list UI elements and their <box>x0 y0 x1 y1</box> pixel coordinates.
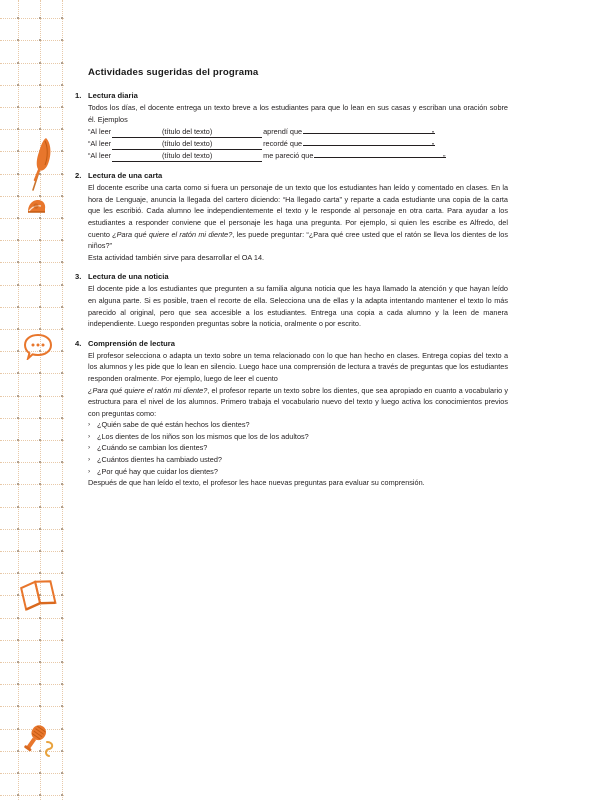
activity-heading-3 <box>75 272 508 282</box>
spacer <box>88 263 508 272</box>
grid-line-horizontal <box>0 418 64 419</box>
list-item <box>88 431 508 443</box>
fill-in-blank-title: (título del texto) <box>112 150 262 162</box>
grid-dot <box>17 661 19 663</box>
grid-dot <box>61 84 63 86</box>
grid-dot <box>61 417 63 419</box>
activity-number-1: 1. <box>75 91 82 100</box>
activity-body-2-note: Esta actividad también sirve para desarrollar el OA 14. <box>88 252 265 262</box>
grid-dot <box>61 439 63 441</box>
activity-heading-1 <box>75 91 508 100</box>
grid-dot <box>39 62 41 64</box>
grid-dot <box>17 772 19 774</box>
grid-line-horizontal <box>0 307 64 308</box>
grid-line-horizontal <box>0 85 64 86</box>
activity-section-1 <box>75 91 508 162</box>
activity-heading-label-3: Lectura de una noticia <box>88 272 169 282</box>
grid-dot <box>61 62 63 64</box>
grid-dot <box>61 528 63 530</box>
grid-line-horizontal <box>0 551 64 552</box>
fill-in-blank-answer <box>303 133 435 134</box>
grid-line-horizontal <box>0 640 64 641</box>
fill-in-prefix: “Al leer <box>88 127 112 137</box>
grid-line-horizontal <box>0 129 64 130</box>
open-book-icon <box>18 575 62 618</box>
question-list <box>88 419 508 477</box>
question-text: ¿Quién sabe de qué están hechos los dientes? <box>97 420 250 430</box>
activity-body-2-part1: El docente escribe una carta como si fuera un personaje de un texto que los estudiantes han leído y comentado en clases. En la hora de Lenguaje, anuncia la llegada del cartero diciendo: “Ha llegado carta” y reparte a cada estudiante una copia de la carta que les escribió. Cada alumno lee independientemente el texto y le responde al personaje en otra carta. Para ayudar a los estudiantes a responder conviene que el personaje les haga una pregunta. Por ejemplo, si quien les escribe es Alfredo, del cuento <box>88 183 508 239</box>
fill-in-line <box>88 138 508 150</box>
chevron-right-icon: › <box>88 444 91 452</box>
grid-line-horizontal <box>0 795 64 796</box>
activity-heading-label-2: Lectura de una carta <box>88 171 163 181</box>
grid-line-horizontal <box>0 285 64 286</box>
activity-number-2: 2. <box>75 171 82 181</box>
list-item <box>88 419 508 431</box>
microphone-icon <box>17 722 61 767</box>
grid-dot <box>61 750 63 752</box>
grid-dot <box>61 284 63 286</box>
fill-in-middle: me pareció que <box>263 151 314 161</box>
grid-line-horizontal <box>0 662 64 663</box>
list-item <box>88 454 508 466</box>
activity-body-3: El docente pide a los estudiantes que pregunten a su familia alguna noticia que les haya llamado la atención y que hayan leído en alguna parte. Si es posible, traen el recorte de ella. Selecciona una de ellas y la adapta intentando mantener el texto lo más parecido al original, pero que sea accesible a los estudiantes. Entrega una copia a cada alumno y la leen de manera independiente. Luego responden preguntas sobre la noticia, oralmente o por escrito. <box>88 284 508 329</box>
grid-line-horizontal <box>0 507 64 508</box>
activity-body-2-part2: , les puede preguntar: “¿Para qué cree usted que el ratón se lleva los dientes de los niños?” <box>88 229 509 251</box>
grid-dot <box>61 550 63 552</box>
grid-line-horizontal <box>0 18 64 19</box>
fill-in-examples-1 <box>88 126 508 162</box>
grid-line-horizontal <box>0 462 64 463</box>
fill-in-prefix: “Al leer <box>88 151 112 161</box>
grid-dot <box>39 328 41 330</box>
grid-dot <box>39 417 41 419</box>
grid-dot <box>39 506 41 508</box>
grid-dot <box>17 528 19 530</box>
grid-dot <box>39 639 41 641</box>
grid-dot <box>17 639 19 641</box>
grid-dot <box>61 395 63 397</box>
speech-bubble-icon <box>22 332 54 365</box>
grid-dot <box>61 661 63 663</box>
grid-dot <box>17 395 19 397</box>
grid-dot <box>61 106 63 108</box>
chevron-right-icon: › <box>88 432 91 440</box>
grid-line-horizontal <box>0 107 64 108</box>
grid-dot <box>17 84 19 86</box>
envelope-letter-icon <box>25 196 49 221</box>
grid-dot <box>61 306 63 308</box>
activity-section-4 <box>75 338 508 489</box>
grid-dot <box>39 395 41 397</box>
grid-dot <box>17 217 19 219</box>
activity-body-4-continued <box>88 385 508 420</box>
activity-number-4: 4. <box>75 338 82 348</box>
grid-line-horizontal <box>0 440 64 441</box>
grid-dot <box>17 195 19 197</box>
grid-line-horizontal <box>0 373 64 374</box>
activity-number-3: 3. <box>75 272 82 282</box>
grid-dot <box>39 661 41 663</box>
chevron-right-icon: › <box>88 467 91 475</box>
grid-dot <box>17 106 19 108</box>
chevron-right-icon: › <box>88 456 91 464</box>
grid-dot <box>61 772 63 774</box>
grid-line-horizontal <box>0 329 64 330</box>
activity-heading-4 <box>75 338 508 348</box>
chevron-right-icon: › <box>88 421 91 429</box>
grid-dot <box>39 439 41 441</box>
fill-in-middle: aprendí que <box>263 127 303 137</box>
grid-line-horizontal <box>0 484 64 485</box>
grid-dot <box>61 195 63 197</box>
grid-line-horizontal <box>0 240 64 241</box>
grid-line-horizontal <box>0 529 64 530</box>
activity-body-4-part2: , el profesor reparte un texto sobre los dientes, que sea apropiado en cuanto a vocabulario y estructura para el nivel de los alumnos. Primero trabaja el vocabulario nuevo del texto y luego activa los conocimientos previos con preguntas como: <box>88 385 508 418</box>
activity-heading-2 <box>75 171 508 181</box>
activity-section-2 <box>75 171 509 263</box>
grid-dot <box>17 328 19 330</box>
grid-dot <box>17 417 19 419</box>
grid-dot <box>61 639 63 641</box>
activity-section-3 <box>75 272 508 329</box>
activity-body-2 <box>88 182 508 252</box>
grid-line-horizontal <box>0 63 64 64</box>
fill-in-prefix: “Al leer <box>88 139 112 149</box>
grid-dot <box>39 84 41 86</box>
grid-line-vertical <box>18 0 19 800</box>
activity-heading-label-4: Comprensión de lectura <box>88 338 175 348</box>
grid-line-horizontal <box>0 773 64 774</box>
fill-in-line <box>88 150 508 162</box>
referenced-work-title: ¿Para qué quiere el ratón mi diente? <box>112 229 233 239</box>
grid-line-horizontal <box>0 396 64 397</box>
margin-decoration <box>0 0 64 800</box>
question-text: ¿Cuándo se cambian los dientes? <box>97 443 208 453</box>
activity-body-4-closing: Después de que han leído el texto, el profesor les hace nuevas preguntas para evaluar su comprensión. <box>88 478 425 488</box>
grid-line-horizontal <box>0 262 64 263</box>
spacer <box>88 78 508 91</box>
fill-in-blank-answer <box>303 145 435 146</box>
grid-dot <box>61 173 63 175</box>
grid-dot <box>17 550 19 552</box>
grid-dot <box>61 728 63 730</box>
grid-line-vertical <box>40 0 41 800</box>
grid-dot <box>17 439 19 441</box>
grid-dot <box>39 306 41 308</box>
grid-dot <box>17 173 19 175</box>
activity-body-4-part1: El profesor selecciona o adapta un texto sobre un tema relacionado con lo que han hecho en clases. Entrega copias del texto a los alumnos y les pide que lo lean en silencio. Luego hace una comprensión de lectura a través de preguntas que los estudiantes responden oralmente. Por ejemplo, luego de leer el cuento <box>88 350 508 383</box>
grid-dot <box>17 62 19 64</box>
grid-dot <box>17 284 19 286</box>
list-item <box>88 442 508 454</box>
grid-dot <box>39 284 41 286</box>
list-item <box>88 466 508 478</box>
fill-in-middle: recordé que <box>263 139 303 149</box>
grid-dot <box>61 217 63 219</box>
question-text: ¿Por qué hay que cuidar los dientes? <box>97 466 218 476</box>
quill-pen-icon <box>24 134 58 199</box>
referenced-work-title: ¿Para qué quiere el ratón mi diente? <box>88 385 208 395</box>
grid-dot <box>17 506 19 508</box>
grid-dot <box>61 328 63 330</box>
grid-line-horizontal <box>0 684 64 685</box>
grid-line-vertical <box>62 0 63 800</box>
activity-body-1: Todos los días, el docente entrega un texto breve a los estudiantes para que lo lean en sus casas y escriban una oración sobre él. Ejemplos <box>88 103 508 124</box>
fill-in-blank-title: (título del texto) <box>112 138 262 150</box>
grid-line-horizontal <box>0 706 64 707</box>
fill-in-blank-answer <box>314 157 446 158</box>
grid-dot <box>39 772 41 774</box>
grid-line-horizontal <box>0 40 64 41</box>
grid-dot <box>17 306 19 308</box>
question-text: ¿Los dientes de los niños son los mismos que los de los adultos? <box>97 431 309 441</box>
grid-dot <box>39 550 41 552</box>
grid-dot <box>39 528 41 530</box>
question-text: ¿Cuántos dientes ha cambiado usted? <box>97 455 222 465</box>
page-title: Actividades sugeridas del programa <box>88 67 259 78</box>
fill-in-line <box>88 126 508 138</box>
activity-heading-label-1: Lectura diaria <box>88 91 138 100</box>
grid-dot <box>39 106 41 108</box>
fill-in-blank-title: (título del texto) <box>112 126 262 138</box>
spacer <box>88 330 508 339</box>
grid-dot <box>61 506 63 508</box>
